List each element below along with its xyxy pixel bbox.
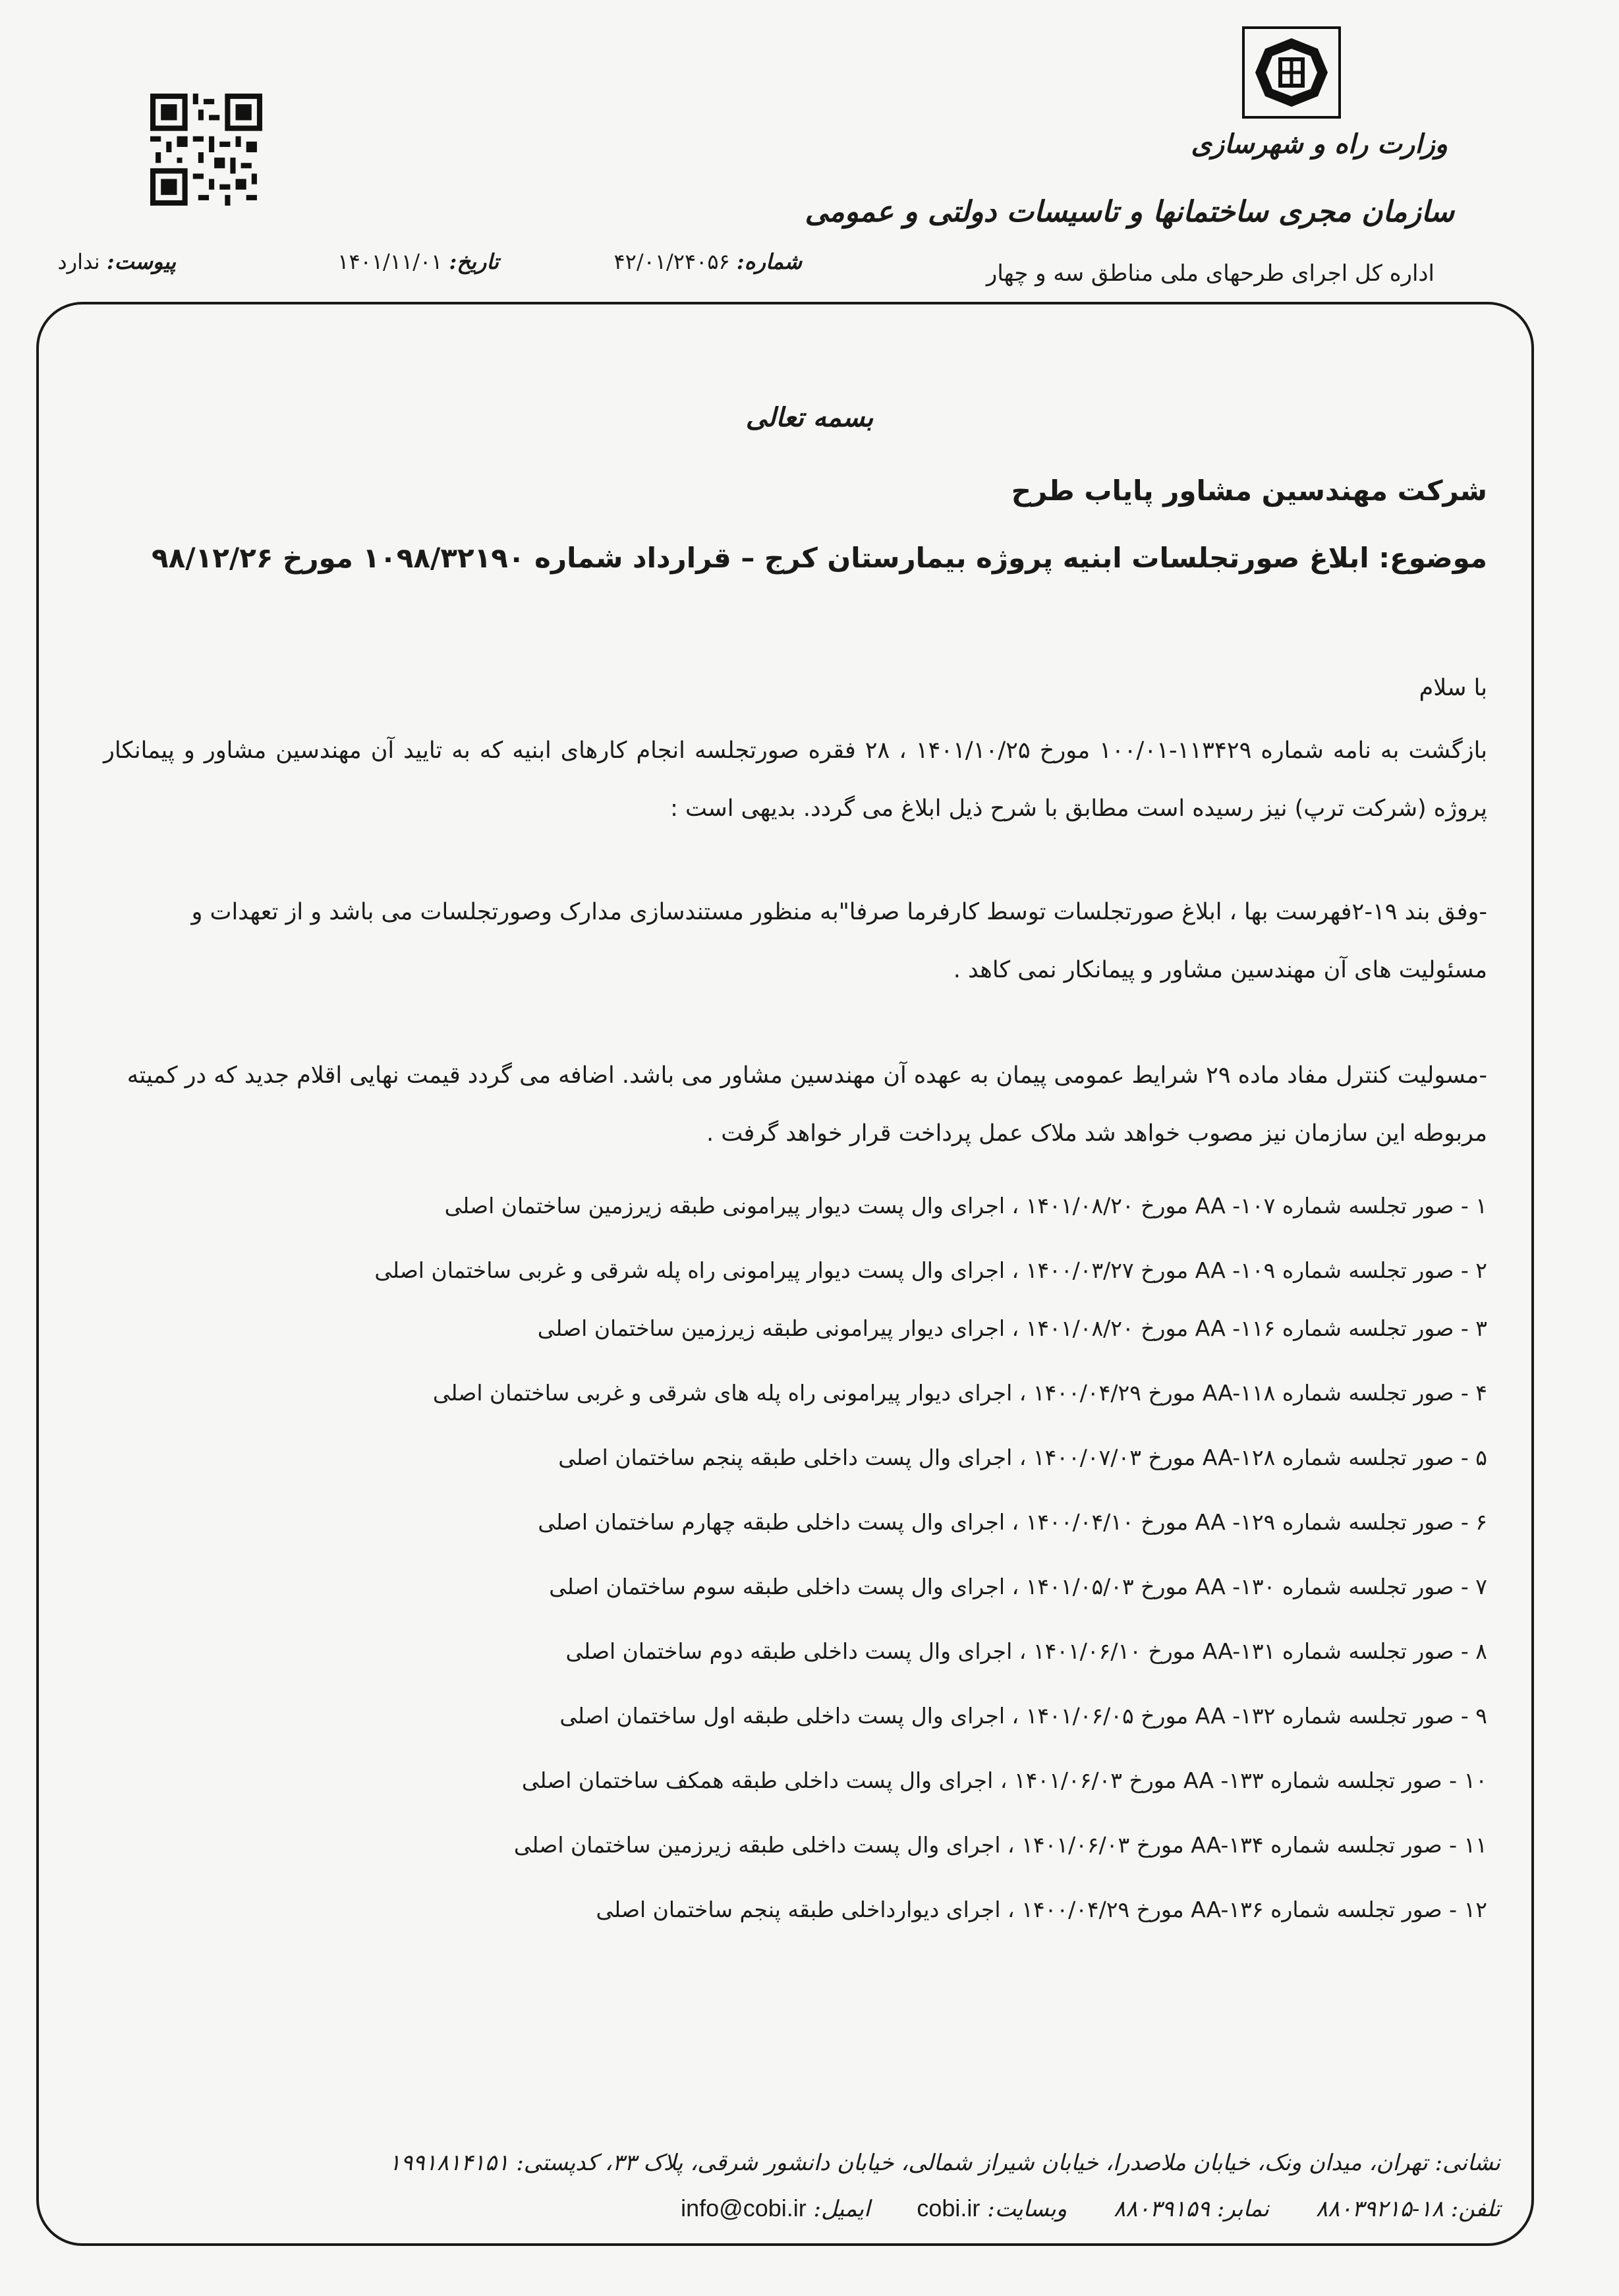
list-item: ۹ - صور تجلسه شماره AA -۱۳۲ مورخ ۱۴۰۱/۰۶/۰۵ ، اجرای وال پست داخلی طبقه اول ساختمان اصلی — [559, 1703, 1487, 1729]
number-value: ۴۲/۰۱/۲۴۰۵۶ — [613, 249, 730, 274]
list-item: ۲ - صور تجلسه شماره AA -۱۰۹ مورخ ۱۴۰۰/۰۳/۲۷ ، اجرای وال پست دیوار پیرامونی راه پله شرقی و غربی ساختمان اصلی — [374, 1257, 1487, 1283]
recipient-company: شرکت مهندسین مشاور پایاب طرح — [1011, 474, 1487, 507]
paragraph-clause-2: -مسولیت کنترل مفاد ماده ۲۹ شرایط عمومی پیمان به عهده آن مهندسین مشاور می باشد. اضافه می گردد قیمت نهایی اقلام جدید که در کمیته مربوطه این سازمان نیز مصوب خواهد شد ملاک عمل پرداخت قرار خواهد گرفت . — [127, 1062, 1487, 1147]
bismillah: بسمه تعالی — [745, 402, 874, 433]
footer-address: نشانی: تهران، میدان ونک، خیابان ملاصدرا، خیابان شیراز شمالی، خیابان دانشور شرقی، پلاک ۳۳، کدپستی: ۱۹۹۱۸۱۴۱۵۱ — [388, 2150, 1500, 2176]
list-item: ۱۱ - صور تجلسه شماره AA-۱۳۴ مورخ ۱۴۰۱/۰۶/۰۳ ، اجرای وال پست داخلی طبقه زیرزمین ساختمان اصلی — [513, 1832, 1487, 1858]
footer-contact — [681, 2195, 1500, 2222]
letter-subject: موضوع: ابلاغ صورتجلسات ابنیه پروژه بیمارستان کرج – قرارداد شماره ۱۰۹۸/۳۲۱۹۰ مورخ ۹۸/۱۲/۲۶ — [151, 542, 1487, 574]
attachment-value: ندارد — [57, 249, 100, 274]
list-item: ۳ - صور تجلسه شماره AA -۱۱۶ مورخ ۱۴۰۱/۰۸/۲۰ ، اجرای دیوار پیرامونی طبقه زیرزمین ساختمان اصلی — [537, 1315, 1487, 1341]
greeting: با سلام — [1419, 675, 1487, 701]
list-item: ۵ - صور تجلسه شماره AA-۱۲۸ مورخ ۱۴۰۰/۰۷/۰۳ ، اجرای وال پست داخلی طبقه پنجم ساختمان اصلی — [558, 1445, 1487, 1470]
date-label: تاریخ: — [449, 249, 499, 274]
footer-email[interactable]: info@cobi.ir — [681, 2195, 807, 2222]
ministry-logo-icon — [1242, 26, 1341, 119]
minutes-list — [90, 1190, 1487, 1958]
footer-website[interactable]: cobi.ir — [917, 2195, 980, 2222]
list-item: ۶ - صور تجلسه شماره AA -۱۲۹ مورخ ۱۴۰۰/۰۴/۱۰ ، اجرای وال پست داخلی طبقه چهارم ساختمان اصلی — [538, 1509, 1487, 1535]
letter-attachment — [57, 249, 176, 274]
list-item: ۷ - صور تجلسه شماره AA -۱۳۰ مورخ ۱۴۰۱/۰۵/۰۳ ، اجرای وال پست داخلی طبقه سوم ساختمان اصلی — [549, 1574, 1487, 1599]
list-item: ۱۰ - صور تجلسه شماره AA -۱۳۳ مورخ ۱۴۰۱/۰۶/۰۳ ، اجرای وال پست داخلی طبقه همکف ساختمان اصلی — [521, 1767, 1487, 1793]
letter-number — [613, 249, 802, 274]
list-item: ۴ - صور تجلسه شماره AA-۱۱۸ مورخ ۱۴۰۰/۰۴/۲۹ ، اجرای دیوار پیرامونی راه پله های شرقی و غربی ساختمان اصلی — [432, 1380, 1487, 1406]
date-value: ۱۴۰۱/۱۱/۰۱ — [337, 249, 443, 274]
footer-website-label: وبسایت: — [987, 2196, 1067, 2222]
list-item: ۱ - صور تجلسه شماره AA -۱۰۷ مورخ ۱۴۰۱/۰۸/۲۰ ، اجرای وال پست دیوار پیرامونی طبقه زیرزمین ساختمان اصلی — [444, 1193, 1487, 1219]
letter-date — [337, 249, 499, 274]
paragraph-clause-1: -وفق بند ۱۹-۲فهرست بها ، ابلاغ صورتجلسات توسط کارفرما صرفا"به منظور مستندسازی مدارک وصورتجلسات می باشد و از تعهدات و مسئولیت های آن مهندسین مشاور و پیمانکار نمی کاهد . — [191, 899, 1487, 983]
list-item: ۸ - صور تجلسه شماره AA-۱۳۱ مورخ ۱۴۰۱/۰۶/۱۰ ، اجرای وال پست داخلی طبقه دوم ساختمان اصلی — [565, 1638, 1487, 1664]
footer-email-label: ایمیل: — [813, 2196, 870, 2222]
footer-fax: نمابر: ۸۸۰۳۹۱۵۹ — [1113, 2196, 1269, 2222]
attachment-label: پیوست: — [106, 249, 176, 274]
office-name: اداره کل اجرای طرحهای ملی مناطق سه و چهار — [986, 260, 1434, 287]
ministry-name: وزارت راه و شهرسازی — [1191, 129, 1448, 159]
list-item: ۱۲ - صور تجلسه شماره AA-۱۳۶ مورخ ۱۴۰۰/۰۴/۲۹ ، اجرای دیوارداخلی طبقه پنجم ساختمان اصلی — [596, 1897, 1487, 1922]
organization-name: سازمان مجری ساختمانها و تاسیسات دولتی و عمومی — [805, 195, 1454, 229]
qr-code-icon — [150, 94, 262, 206]
footer-phone: تلفن: ۱۸-۸۸۰۳۹۲۱۵ — [1315, 2196, 1500, 2222]
number-label: شماره: — [736, 249, 802, 274]
paragraph-intro: بازگشت به نامه شماره ۱۱۳۴۲۹-۱۰۰/۰۱ مورخ ۱۴۰۱/۱۰/۲۵ ، ۲۸ فقره صورتجلسه انجام کارهای ابنیه که به تایید آن مهندسین مشاور و پیمانکار پروژه (شرکت ترپ) نیز رسیده است مطابق با شرح ذیل ابلاغ می گردد. بدیهی است : — [103, 737, 1488, 822]
